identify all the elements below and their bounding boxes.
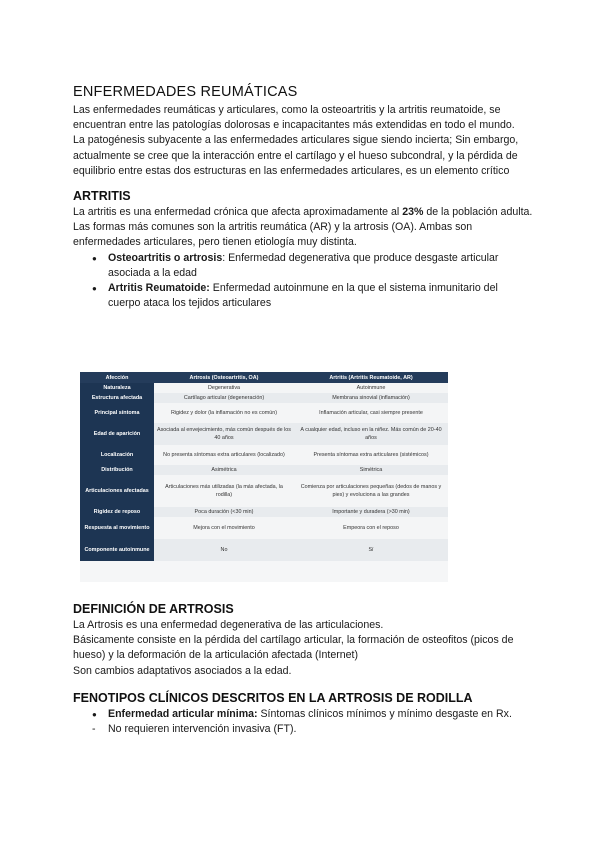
- table-cell: Cartílago articular (degeneración): [154, 393, 294, 403]
- section-title: FENOTIPOS CLÍNICOS DESCRITOS EN LA ARTROSIS DE RODILLA: [73, 690, 473, 705]
- table-cell: Importante y duradera (>30 min): [294, 507, 448, 517]
- bullet-list: [73, 251, 533, 312]
- list-item: ● Artritis Reumatoide: Enfermedad autoinmune en la que el sistema inmunitario del cuerpo ataca los tejidos articulares: [92, 281, 533, 311]
- section-title: ENFERMEDADES REUMÁTICAS: [73, 84, 298, 100]
- table-row-label: Estructura afectada: [80, 393, 154, 403]
- table-row-label: Rigidez de reposo: [80, 507, 154, 517]
- table-cell: Asimétrica: [154, 465, 294, 475]
- table-cell: Mejora con el movimiento: [154, 517, 294, 539]
- dash-list: [73, 722, 533, 737]
- paragraph: La patogénesis subyacente a las enfermedades articulares sigue siendo incierta; Sin embargo, actualmente se cree que la interacción entre el cartílago y el hueso subcondral, y la pérdida de equilibrio entre estas dos estructuras en las enfermedades articulares, es un elemento crítico: [73, 134, 519, 177]
- section-title: DEFINICIÓN DE ARTROSIS: [73, 602, 234, 616]
- table-cell: Poca duración (<30 min): [154, 507, 294, 517]
- table-row-label: Componente autoinmune: [80, 539, 154, 561]
- table-cell: Inflamación articular, casi siempre presente: [294, 403, 448, 423]
- table-cell: Simétrica: [294, 465, 448, 475]
- paragraph: Las formas más comunes son la artritis reumática (AR) y la artrosis (OA). Ambas son enfermedades articulares, pero tienen etiología muy distinta.: [73, 221, 473, 249]
- table-row-label: Principal síntoma: [80, 403, 154, 423]
- table-header: Artrosis (Osteoartritis, OA): [154, 372, 294, 383]
- table-cell: Autoinmune: [294, 383, 448, 393]
- paragraph: Básicamente consiste en la pérdida del cartílago articular, la formación de osteofitos (picos de hueso) y la deformación de la articulación afectada (Internet): [73, 634, 514, 662]
- table-cell: Presenta síntomas extra articulares (sistémicos): [294, 445, 448, 465]
- paragraph: La artritis es una enfermedad crónica que afecta aproximadamente al 23% de la población adulta.: [73, 206, 533, 219]
- table-cell: Empeora con el reposo: [294, 517, 448, 539]
- list-item: - No requieren intervención invasiva (FT).: [92, 722, 533, 737]
- paragraph: Son cambios adaptativos asociados a la edad.: [73, 664, 292, 677]
- table-cell: Comienza por articulaciones pequeñas (dedos de manos y pies) y evoluciona a las grandes: [294, 475, 448, 507]
- table-cell: No presenta síntomas extra articulares (localizado): [154, 445, 294, 465]
- table-cell: A cualquier edad, incluso en la niñez. Más común de 20-40 años: [294, 423, 448, 445]
- comparison-table: [80, 372, 448, 582]
- table-cell: Sí: [294, 539, 448, 561]
- table-cell: Degenerativa: [154, 383, 294, 393]
- table-row-label: Edad de aparición: [80, 423, 154, 445]
- paragraph: Las enfermedades reumáticas y articulares, como la osteoartritis y la artritis reumatoide, se encuentran entre las patologías dolorosas e incapacitantes más extendidas en todo el mundo.: [73, 104, 515, 132]
- bullet-list: [73, 707, 533, 722]
- section-title: ARTRITIS: [73, 189, 131, 204]
- table-cell: No: [154, 539, 294, 561]
- table-cell: Articulaciones más utilizadas (la más afectada, la rodilla): [154, 475, 294, 507]
- table-cell: Membrana sinovial (inflamación): [294, 393, 448, 403]
- table-cell: Asociada al envejecimiento, más común después de los 40 años: [154, 423, 294, 445]
- table-row-label: Articulaciones afectadas: [80, 475, 154, 507]
- document-page: [73, 84, 533, 311]
- table-row-label: Localización: [80, 445, 154, 465]
- table-header: Afección: [80, 372, 154, 383]
- table-header: Artritis (Artritis Reumatoide, AR): [294, 372, 448, 383]
- table-row-label: Respuesta al movimiento: [80, 517, 154, 539]
- table-row-label: Distribución: [80, 465, 154, 475]
- paragraph: La Artrosis es una enfermedad degenerativa de las articulaciones.: [73, 619, 384, 631]
- list-item: ● Enfermedad articular mínima: Síntomas clínicos mínimos y mínimo desgaste en Rx.: [92, 707, 533, 722]
- table-cell: Rigidez y dolor (la inflamación no es común): [154, 403, 294, 423]
- list-item: ● Osteoartritis o artrosis: Enfermedad degenerativa que produce desgaste articular asociada a la edad: [92, 251, 533, 281]
- document-page-lower: [73, 602, 533, 737]
- table-row-label: Naturaleza: [80, 383, 154, 393]
